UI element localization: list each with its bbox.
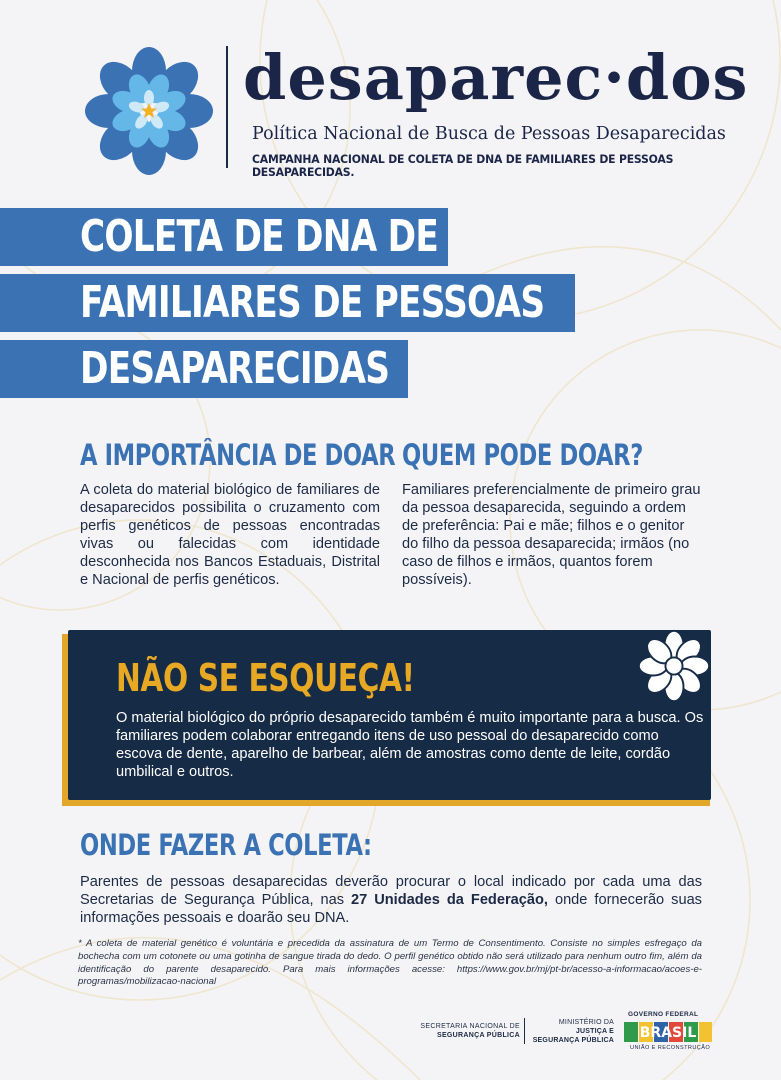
footnote: * A coleta de material genético é voluntária e precedida da assinatura de um Termo de Consentimento. Consiste no simples esfregaço da bochecha com um cotonete ou uma gotinha de sangue tirada do dedo. O perfil genético obtido não será utilizado para nenhum outro fim, além da identificação do parente desaparecido. Para mais informações acesse: https://www.gov.br/mj/pt-br/acesso-a-informacao/acoes-e-programas/mobilizacao-nacional	[78, 938, 702, 988]
where-highlight: 27 Unidades da Federação,	[351, 892, 548, 908]
title-line-3: DESAPARECIDAS	[0, 340, 408, 398]
title-line-1: COLETA DE DNA DE	[0, 208, 448, 266]
forget-me-not-flower-icon	[84, 46, 214, 176]
where-heading: ONDE FAZER A COLETA:	[80, 828, 372, 862]
gov-federal-label: GOVERNO FEDERAL	[628, 1011, 699, 1018]
gov-slogan: UNIÃO E RECONSTRUÇÃO	[630, 1045, 711, 1051]
brand-wordmark: desaparec·dos	[243, 41, 749, 114]
callout-text: O material biológico do próprio desaparecido também é muito importante para a busca. Os familiares podem colaborar entregando itens de uso pessoal do desaparecido como escova de dente, aparelho de barbear, além de amostras como dente de leite, cordão umbilical e outros.	[116, 710, 704, 780]
ministry-logo: MINISTÉRIO DA JUSTIÇA E SEGURANÇA PÚBLICA	[532, 1019, 614, 1044]
importance-heading: A IMPORTÂNCIA DE DOAR	[80, 438, 396, 472]
where-text: Parentes de pessoas desaparecidas deverão procurar o local indicado por cada uma das Secretarias de Segurança Pública, nas 27 Unidades da Federação, onde fornecerão suas informações pessoais e doarão seu DNA.	[80, 874, 702, 926]
header-divider	[226, 46, 228, 168]
gov-word: BRASIL	[639, 1025, 697, 1041]
who-heading: QUEM PODE DOAR?	[402, 438, 643, 472]
importance-text: A coleta do material biológico de familiares de desaparecidos possibilita o cruzamento com perfis genéticos de pessoas encontradas vivas ou falecidas com identidade desconhecida nos Bancos Estaduais, Distrital e Nacional de perfis genéticos.	[80, 482, 380, 588]
flower-outline-icon	[636, 628, 712, 704]
senasp-logo: SECRETARIA NACIONAL DE SEGURANÇA PÚBLICA	[420, 1023, 520, 1039]
policy-subtitle: Política Nacional de Busca de Pessoas Desaparecidas	[252, 124, 726, 144]
brasil-gov-logo	[624, 1020, 712, 1044]
campaign-subtitle: CAMPANHA NACIONAL DE COLETA DE DNA DE FAMILIARES DE PESSOAS DESAPARECIDAS.	[252, 153, 674, 179]
who-text: Familiares preferencialmente de primeiro grau da pessoa desaparecida, seguindo a ordem de preferência: Pai e mãe; filhos e o genitor do filho da pessoa desaparecida; irmãos (no caso de filhos e irmãos, quantos forem possíveis).	[402, 482, 701, 588]
callout-heading: NÃO SE ESQUEÇA!	[116, 656, 415, 700]
footer-divider	[524, 1018, 525, 1044]
title-line-2: FAMILIARES DE PESSOAS	[0, 274, 575, 332]
